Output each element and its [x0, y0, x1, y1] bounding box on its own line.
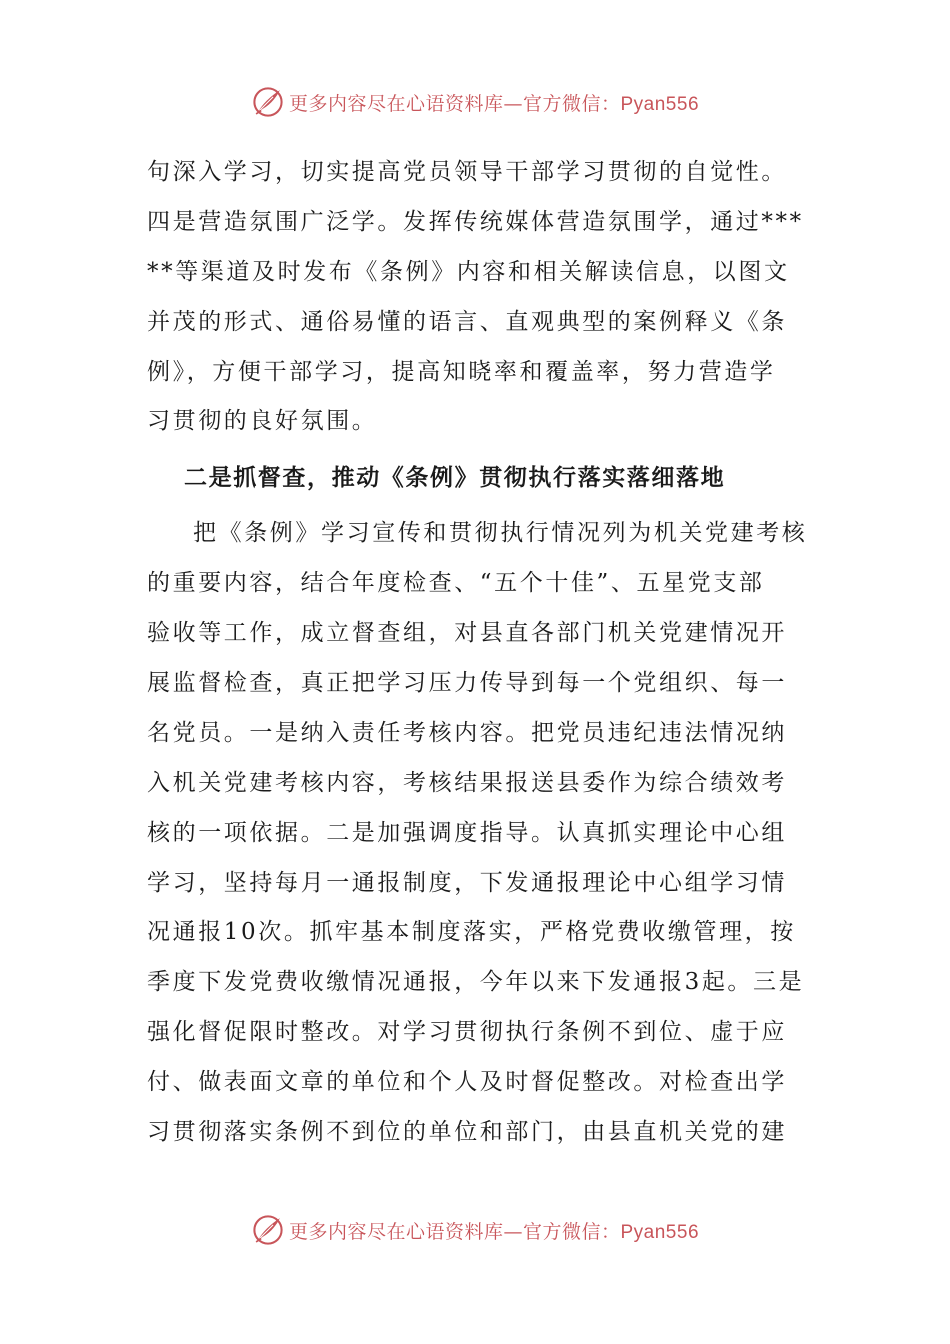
text-line: 四是营造氛围广泛学。发挥传统媒体营造氛围学，通过***: [147, 208, 804, 235]
banner-text: 更多内容尽在心语资料库—官方微信：Pyan556: [288, 92, 700, 115]
text-line: 学习，坚持每月一通报制度，下发通报理论中心组学习情: [147, 869, 787, 896]
text-line: 名党员。一是纳入责任考核内容。把党员违纪违法情况纳: [147, 719, 787, 746]
text-line: 验收等工作，成立督查组，对县直各部门机关党建情况开: [147, 620, 787, 647]
text-line: 习贯彻落实条例不到位的单位和部门，由县直机关党的建: [147, 1119, 787, 1146]
text-line: 况通报10次。抓牢基本制度落实，严格党费收缴管理，按: [147, 919, 796, 946]
header-banner: [0, 82, 950, 122]
text-line: 把《条例》学习宣传和贯彻执行情况列为机关党建考核: [193, 520, 808, 547]
text-line: 句深入学习，切实提高党员领导干部学习贯彻的自觉性。: [147, 159, 787, 185]
text-line: 并茂的形式、通俗易懂的语言、直观典型的案例释义《条: [147, 308, 787, 335]
text-line: 入机关党建考核内容，考核结果报送县委作为综合绩效考: [147, 769, 787, 796]
text-line: 付、做表面文章的单位和个人及时督促整改。对检查出学: [147, 1069, 787, 1096]
quill-logo-icon: [251, 85, 285, 119]
text-line: 展监督检查，真正把学习压力传导到每一个党组织、每一: [147, 670, 787, 697]
text-line: **等渠道及时发布《条例》内容和相关解读信息，以图文: [147, 258, 790, 285]
text-line: 习贯彻的良好氛围。: [147, 408, 378, 435]
text-line: 季度下发党费收缴情况通报，今年以来下发通报3起。三是: [147, 969, 805, 996]
document-body: [147, 148, 807, 1158]
text-line: 的重要内容，结合年度检查、“五个十佳”、五星党支部: [147, 570, 765, 597]
section-heading: 二是抓督查，推动《条例》贯彻执行落实落细落地: [184, 465, 726, 492]
text-line: 强化督促限时整改。对学习贯彻执行条例不到位、虚于应: [147, 1019, 787, 1046]
text-line: 例》，方便干部学习，提高知晓率和覆盖率，努力营造学: [147, 358, 776, 385]
banner-account: Pyan556: [620, 1221, 700, 1243]
quill-logo-icon: [251, 1213, 285, 1247]
banner-account: Pyan556: [620, 93, 700, 115]
text-line: 核的一项依据。二是加强调度指导。认真抓实理论中心组: [147, 819, 787, 846]
footer-banner: [0, 1210, 950, 1250]
banner-text: 更多内容尽在心语资料库—官方微信：Pyan556: [288, 1220, 700, 1243]
paragraph-1: [147, 148, 807, 447]
paragraph-2: [147, 509, 807, 1158]
